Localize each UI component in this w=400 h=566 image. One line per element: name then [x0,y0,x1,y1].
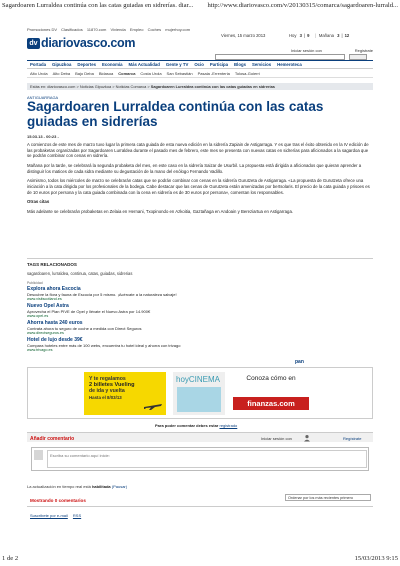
vueling-line: 2 billetes Vueling [89,382,135,388]
subnav-item[interactable]: Alto Urola [30,71,48,76]
ad-title[interactable]: Nuevo Opel Astra [27,303,69,309]
breadcrumb-current: Sagardoaren Lurraldea continúa con las catas guiadas en sidrerías [150,84,275,89]
top-link[interactable]: 11870.com [86,27,107,32]
comment-note-text: Para poder comentar debes estar [155,423,219,428]
breadcrumb [27,83,373,90]
nav-item[interactable]: Gipuzkoa [52,62,72,67]
article-subhead: Otras citas [27,199,50,205]
realtime-status [27,484,127,489]
sort-select[interactable]: Ordenar por los más recientes primero [285,494,371,501]
weather-today-min: 3 [299,33,302,38]
print-page-number: 1 de 2 [2,555,19,562]
realtime-state: habilitada [91,484,111,489]
register-link[interactable]: Registrate [354,48,373,53]
comment-register-link[interactable]: Regístrate [343,435,362,441]
article-timestamp: 15.03.13 - 00:23 - [27,134,59,139]
logo-text: diariovasco.com [41,36,136,50]
top-link[interactable]: mujerhoy.com [165,27,191,32]
subnav-item[interactable]: Pasaia -Errenteria [197,71,230,76]
ad-item[interactable] [27,303,217,318]
add-comment-heading: Añadir comentario [30,435,75,442]
related-tags [27,258,373,276]
banner-brand: pan [295,359,304,365]
register-link-inline[interactable]: registrado [219,423,238,428]
top-links [27,27,193,32]
ad-title[interactable]: Hotel de lujo desde 39€ [27,337,83,343]
nav-item[interactable]: Gente y TV [165,62,189,67]
finanzas-logo: finanzas.com [233,397,309,410]
main-nav [27,60,373,69]
vueling-line: Hasta el 8/03/13 [89,395,122,400]
cinema-screen-image [177,387,221,412]
weather-widget: Hoy 3 | 9 | Mañana 3 | 12 [289,33,350,38]
ad-title[interactable]: Explora ahora Escocia [27,286,81,292]
article-title: Sagardoaren Lurraldea continúa con las catas guiadas en sidrerías [27,99,324,129]
user-icon[interactable] [303,434,311,442]
weather-today-max: 9 [307,33,310,38]
subnav-item[interactable]: Bajo Deba [75,71,94,76]
print-datetime: 15/03/2013 9:15 [354,555,398,562]
section-label[interactable]: ANTIGUARRAGA [27,95,59,100]
subnav-item[interactable]: Tolosa-Goierri [234,71,260,76]
nav-item[interactable]: Portada [30,62,46,67]
nav-item[interactable]: Deportes [77,62,96,67]
top-link[interactable]: Empleo [129,27,144,32]
nav-item[interactable]: Hemeroteca [277,62,302,67]
subnav-item[interactable]: Bidasoa [98,71,114,76]
site-logo[interactable] [27,37,135,49]
divider [27,506,373,507]
ad-url[interactable]: www.directseguros.es [27,331,64,335]
comment-count: Mostrando 0 comentarios [30,498,86,503]
ad-item[interactable] [27,337,217,352]
pause-link[interactable]: (Pausar) [111,484,128,489]
weather-tomorrow-label: Mañana [318,33,334,38]
breadcrumb-path[interactable]: Estás en: diariovasco.com > Noticias Gipuzkoa > Noticias Comarca > [30,84,150,89]
print-footer [2,554,398,566]
article-paragraph: Asimismo, todos los miércoles de marzo se celebrarán catas que se podrán combinar con cenas en la sidrería Gurutzeta de Astigarraga. «La propuesta de Gurutzeta ofrece una iniciación a la cata dirigida por los profesionales de la bodega. Cabe destacar que las cenas de Gurutzeta están amenizadas por bertsolaris. El precio de la cata guiada y prisoes es de 10 euros por persona y la cata guiada combinada con la cena en sidrería es de 30 euros por persona», comentan los responsables. [27,178,370,195]
subnav-item-active[interactable]: Comarca [118,71,136,76]
ad-desc: Contrata ahora tu seguro de coche a medida con Direct Seguros [27,326,142,331]
article-paragraph: A comienzos de este mes de marzo tuvo lugar la primera cata guiada de esta nueva edición en la sidrería Zapiain de Astigarraga. Y es que tras el éxito obtenido en la IV edición de las probaketas organizadas por Sagardoaren Lurraldea durante el pasado mes de febrero, este mes se presenta con nuevas catas en sidrerías para aficionados a la sagardoa que se podrán combinar con cenas en sidrería. [27,142,369,159]
hoycinema-banner[interactable] [173,372,225,415]
realtime-label: La actualización en tiempo real está [27,484,91,489]
weather-tomorrow-min: 3 [337,33,340,38]
ad-item[interactable] [27,320,217,335]
ad-title[interactable]: Ahorra hasta 240 euros [27,320,83,326]
weather-tomorrow-max: 12 [344,33,350,38]
nav-item[interactable]: Más Actualidad [128,62,160,67]
comment-login-link[interactable]: Iniciar sesión con [261,435,292,441]
hoycinema-logo: hoyCINEMA [176,375,221,384]
comment-textarea[interactable] [47,450,367,468]
article-paragraph: Más adelante se celebrarán probaketas en Zelaia en Hernani, Txopinondo en Azkoitia, Gaztañaga en Andoain y Bereziartua en Astigarraga. [27,208,294,214]
logo-mark: dv [27,38,40,49]
subnav-item[interactable]: Costa Urola [140,71,162,76]
top-link[interactable]: Clasificados [61,27,83,32]
email-subscribe-link[interactable]: Suscribete por e-mail [30,513,68,518]
tags-list[interactable]: sagardoaren, lurraldea, continua, catas, guiadas, sidrerias [27,271,133,276]
ad-url[interactable]: www.opel.es [27,314,49,318]
nav-item[interactable]: Ocio [194,62,204,67]
plane-icon [143,401,163,411]
sponsored-links [27,281,217,354]
avatar [34,450,43,460]
article-paragraph: Mañana por la tarde, se celebrará la segunda probaketa del mes, en este caso en la sidrería Saizar de Usurbil. La propuesta está dirigida a aficionados que quieran aprender a distinguir los matices de cada sidra mediante su degustación de la mano del enólogo Fernando Vadillo. [27,162,362,174]
finanzas-banner[interactable] [231,372,311,415]
nav-item[interactable]: Participa [209,62,229,67]
print-header-title: Sagardoaren Lurraldea continúa con las catas guiadas en sidrerías. diar... [2,2,194,9]
print-header [2,0,398,12]
nav-item[interactable]: Blogs [234,62,246,67]
top-link[interactable]: Promociones DV [27,27,58,32]
finanzas-text: Conoza cómo en [246,375,296,382]
article-body [27,142,373,219]
top-link[interactable]: Coches [147,27,162,32]
print-header-url: http://www.diariovasco.com/v/20130315/comarca/sagardoaren-lurrald... [207,2,398,9]
ad-desc: Compara hoteles entre más de 100 webs, encuentra tu hotel ideal y ahorra con trivago [27,343,181,348]
vueling-line: Y te regalamos [89,376,126,382]
subnav-item[interactable]: San Sebastián [166,71,193,76]
nav-item[interactable]: Servicios [251,62,272,67]
subnav-item[interactable]: Alto Deba [52,71,71,76]
sub-nav [27,70,373,78]
top-link[interactable]: Vivienda [110,27,126,32]
subscribe-links [30,513,85,518]
tags-heading: TAGS RELACIONADOS [27,258,373,267]
comments-header [27,432,373,442]
ad-desc: Descubre la flora y fauna de Escocia por 5 mismo. ¡Acércate a la naturaleza salvaje! [27,292,177,297]
date-line: Viernes, 15 marzo 2013 [221,33,266,38]
ad-desc: Aprovecha el Plan PIVE de Opel y llévate el Nuevo Astra por 14.900€ [27,309,151,314]
weather-today-label: Hoy [289,33,297,38]
ad-url[interactable]: www.trivago.es [27,348,53,352]
rss-link[interactable]: RSS [72,513,82,518]
ads-label: Publicidad [27,281,43,285]
ad-item[interactable] [27,286,217,301]
nav-item[interactable]: Economía [101,62,123,67]
comment-composer [31,447,369,471]
ad-url[interactable]: www.visitscotland.es [27,297,62,301]
comment-login-note [155,423,237,428]
vueling-line: de ida y vuelta [89,388,125,394]
login-link[interactable]: Iniciar sesión con [291,48,322,53]
vueling-banner[interactable] [84,372,166,415]
